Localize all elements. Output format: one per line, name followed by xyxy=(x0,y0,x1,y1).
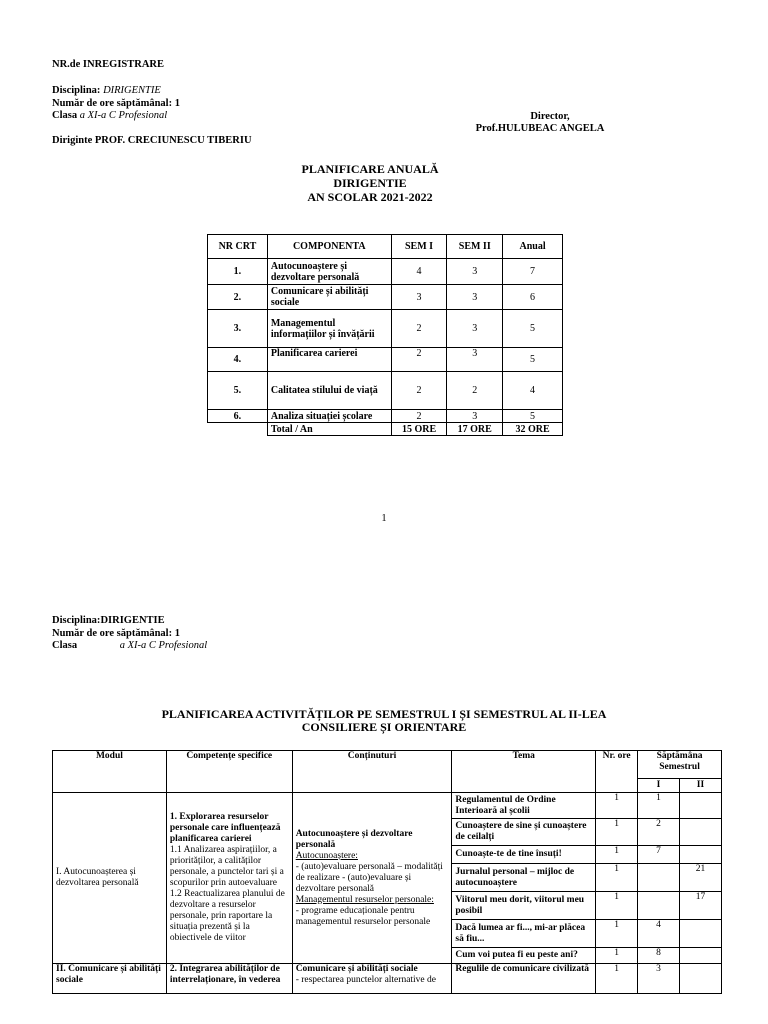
contents-1-cell xyxy=(292,793,452,964)
row-annual: 5 xyxy=(503,310,563,348)
header-theme: Tema xyxy=(452,751,596,793)
table-row xyxy=(208,410,563,423)
sem1-cell xyxy=(638,892,680,920)
header-component: COMPONENTA xyxy=(267,235,391,259)
discipline-line-2 xyxy=(52,614,165,627)
header-hours: Nr. ore xyxy=(596,751,638,793)
total-empty-cell xyxy=(208,423,268,436)
theme-cell: Viitorul meu dorit, viitorul meu posibil xyxy=(452,892,596,920)
sem2-cell xyxy=(680,920,722,948)
hours-cell: 1 xyxy=(596,964,638,994)
header-sem-1: I xyxy=(638,779,680,793)
competence-1-body: 1.1 Analizarea aspirațiilor, a priorităților, a calităților personale, a punctelor tari și a scopurilor prin autoevaluare 1.2 Reactualizarea planului de dezvoltare a resurselor personale, prin raportare la situația prezentă și la obiectivele de viitor xyxy=(169,845,285,943)
header-competences: Competențe specifice xyxy=(166,751,292,793)
sem1-cell: 4 xyxy=(638,920,680,948)
sem2-cell xyxy=(680,948,722,964)
contents-1-subtitle-1: Autocunoaștere: xyxy=(295,850,358,861)
class-value: a XI-a C Profesional xyxy=(79,110,168,121)
row-sem2: 3 xyxy=(447,310,503,348)
hours-cell: 1 xyxy=(596,948,638,964)
table-row xyxy=(53,793,722,819)
plan-title xyxy=(0,708,768,734)
discipline-line xyxy=(52,84,161,97)
row-sem1: 3 xyxy=(391,285,447,310)
theme-cell: Cunoaștere de sine și cunoaștere de ceilalți xyxy=(452,819,596,846)
row-component: Managementul informațiilor și învățării xyxy=(267,310,391,348)
contents-1-body-2: - programe educaționale pentru managementul resurselor personale xyxy=(295,905,431,927)
row-sem1: 2 xyxy=(391,310,447,348)
row-sem1: 2 xyxy=(391,372,447,410)
sem2-cell xyxy=(680,964,722,994)
sem1-cell: 3 xyxy=(638,964,680,994)
row-component: Analiza situației școlare xyxy=(267,410,391,423)
page-title xyxy=(0,162,740,204)
hours-line: Număr de ore săptămânal: 1 xyxy=(52,98,180,109)
contents-2-body: - respectarea punctelor alternative de xyxy=(295,975,436,985)
title-line-1: PLANIFICARE ANUALĂ xyxy=(301,162,439,176)
plan-header-row xyxy=(53,751,722,779)
sem2-cell xyxy=(680,819,722,846)
hours-cell: 1 xyxy=(596,920,638,948)
row-annual: 5 xyxy=(503,410,563,423)
sem2-cell: 17 xyxy=(680,892,722,920)
row-nr: 1. xyxy=(208,259,268,285)
row-sem2: 3 xyxy=(447,410,503,423)
row-sem2: 3 xyxy=(447,285,503,310)
sem1-cell xyxy=(638,864,680,892)
row-component: Planificarea carierei xyxy=(267,348,391,372)
title-line-2: DIRIGENTIE xyxy=(333,176,407,190)
summary-header-row xyxy=(208,235,563,259)
director-title: Director, xyxy=(530,111,570,122)
row-nr: 6. xyxy=(208,410,268,423)
sem2-cell: 21 xyxy=(680,864,722,892)
header-sem1: SEM I xyxy=(391,235,447,259)
competence-1-title: 1. Explorarea resurselor personale care influențează planificarea carierei xyxy=(169,812,281,844)
table-row xyxy=(208,310,563,348)
total-label: Total / An xyxy=(267,423,391,436)
registration-number: NR.de INREGISTRARE xyxy=(52,59,165,70)
class-line xyxy=(52,109,167,122)
contents-1-subtitle-2: Managementul resurselor personale: xyxy=(295,894,434,905)
row-sem1: 2 xyxy=(391,410,447,423)
sem2-cell xyxy=(680,846,722,864)
hours-cell: 1 xyxy=(596,864,638,892)
theme-cell: Regulile de comunicare civilizată xyxy=(452,964,596,994)
discipline-value: DIRIGENTIE xyxy=(103,85,161,96)
row-annual: 5 xyxy=(503,348,563,372)
total-annual: 32 ORE xyxy=(503,423,563,436)
plan-title-line-2: CONSILIERE ȘI ORIENTARE xyxy=(301,720,467,734)
row-annual: 7 xyxy=(503,259,563,285)
total-sem2: 17 ORE xyxy=(447,423,503,436)
title-line-3: AN SCOLAR 2021-2022 xyxy=(307,190,433,204)
row-nr: 5. xyxy=(208,372,268,410)
header-sem2: SEM II xyxy=(447,235,503,259)
summary-table xyxy=(207,234,563,436)
theme-cell: Jurnalul personal – mijloc de autocunoaștere xyxy=(452,864,596,892)
sem1-cell: 7 xyxy=(638,846,680,864)
sem1-cell: 1 xyxy=(638,793,680,819)
discipline-value-2: DIRIGENTIE xyxy=(100,615,165,626)
contents-2-cell xyxy=(292,964,452,994)
row-component: Autocunoaștere și dezvoltare personală xyxy=(267,259,391,285)
row-sem2: 3 xyxy=(447,348,503,372)
total-row xyxy=(208,423,563,436)
header-module: Modul xyxy=(53,751,167,793)
class-line-2 xyxy=(52,639,207,652)
header-nr: NR CRT xyxy=(208,235,268,259)
class-label: Clasa xyxy=(52,110,78,121)
theme-cell: Cum voi putea fi eu peste ani? xyxy=(452,948,596,964)
row-sem1: 4 xyxy=(391,259,447,285)
page-number: 1 xyxy=(381,513,387,524)
hours-cell: 1 xyxy=(596,819,638,846)
row-sem2: 2 xyxy=(447,372,503,410)
activities-table xyxy=(52,750,722,994)
theme-cell: Regulamentul de Ordine Interioară al școlii xyxy=(452,793,596,819)
row-sem2: 3 xyxy=(447,259,503,285)
module-1: I. Autocunoașterea și dezvoltarea personală xyxy=(56,867,139,888)
sem1-cell: 2 xyxy=(638,819,680,846)
plan-title-line-1: PLANIFICAREA ACTIVITĂȚILOR PE SEMESTRUL I ȘI SEMESTRUL AL II-LEA xyxy=(161,707,607,721)
competences-1-cell xyxy=(166,793,292,964)
row-nr: 2. xyxy=(208,285,268,310)
row-annual: 6 xyxy=(503,285,563,310)
module-1-cell xyxy=(53,793,167,964)
table-row xyxy=(208,259,563,285)
table-row xyxy=(208,372,563,410)
module-2: II. Comunicare și abilități sociale xyxy=(53,964,167,994)
contents-1-title: Autocunoaștere și dezvoltare personală xyxy=(295,828,413,850)
hours-cell: 1 xyxy=(596,892,638,920)
total-sem1: 15 ORE xyxy=(391,423,447,436)
contents-2-title: Comunicare și abilități sociale xyxy=(295,964,418,974)
row-sem1: 2 xyxy=(391,348,447,372)
hours-cell: 1 xyxy=(596,793,638,819)
table-row xyxy=(208,348,563,372)
table-row xyxy=(53,964,722,994)
theme-cell: Cunoaște-te de tine însuți! xyxy=(452,846,596,864)
director-name: Prof.HULUBEAC ANGELA xyxy=(475,123,605,134)
discipline-label: Disciplina: xyxy=(52,85,101,96)
sem1-cell: 8 xyxy=(638,948,680,964)
teacher-line: Diriginte PROF. CRECIUNESCU TIBERIU xyxy=(52,135,252,146)
table-row xyxy=(208,285,563,310)
class-label-2: Clasa xyxy=(52,640,78,651)
discipline-label-2: Disciplina: xyxy=(52,615,101,626)
competence-2: 2. Integrarea abilităților de interrelaționare, în vederea xyxy=(166,964,292,994)
row-nr: 3. xyxy=(208,310,268,348)
theme-cell: Dacă lumea ar fi..., mi-ar plăcea să fiu... xyxy=(452,920,596,948)
header-contents: Conținuturi xyxy=(292,751,452,793)
header-week-semester: Săptămâna Semestrul xyxy=(638,751,722,779)
contents-1-body-1: - (auto)evaluare personală – modalități de realizare - (auto)evaluare și dezvoltare personală xyxy=(295,861,443,894)
class-value-2: a XI-a C Profesional xyxy=(119,640,208,651)
header-sem-2: II xyxy=(680,779,722,793)
row-nr: 4. xyxy=(208,348,268,372)
row-component: Comunicare și abilități sociale xyxy=(267,285,391,310)
hours-line-2: Număr de ore săptămânal: 1 xyxy=(52,628,180,639)
hours-cell: 1 xyxy=(596,846,638,864)
sem2-cell xyxy=(680,793,722,819)
row-annual: 4 xyxy=(503,372,563,410)
header-annual: Anual xyxy=(503,235,563,259)
row-component: Calitatea stilului de viață xyxy=(267,372,391,410)
